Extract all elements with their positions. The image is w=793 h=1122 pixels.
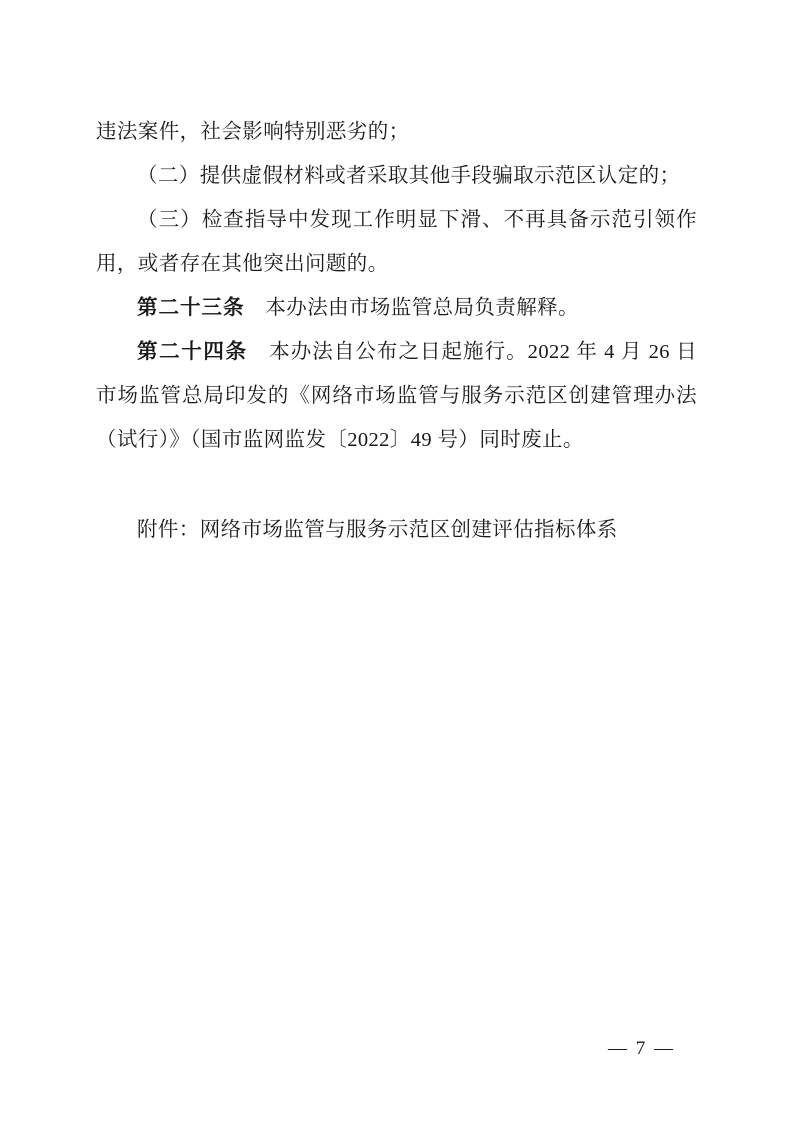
- attachment-line: 附件：网络市场监管与服务示范区创建评估指标体系: [137, 519, 618, 541]
- paragraph-continued: [96, 110, 697, 154]
- article-number-24: 第二十四条: [137, 341, 248, 363]
- paragraph-text: （三）检查指导中发现工作明显下滑、不再具备示范引领作用，或者存在其他突出问题的。: [96, 209, 697, 275]
- paragraph-text: 本办法自公布之日起施行。2022 年 4 月 26 日市场监管总局印发的《网络市场监管与服务示范区创建管理办法（试行）》（国市监网监发〔2022〕49 号）同时废止。: [96, 341, 697, 451]
- paragraph-article-24: [96, 330, 697, 462]
- document-body: [96, 110, 697, 552]
- paragraph-item-3: [96, 198, 697, 286]
- page-footer: [0, 1038, 793, 1060]
- paragraph-item-2: [96, 154, 697, 198]
- attachment-block: [96, 508, 697, 552]
- paragraph-text: （二）提供虚假材料或者采取其他手段骗取示范区认定的；: [137, 165, 681, 187]
- paragraph-article-23: [96, 286, 697, 330]
- page-number: — 7 —: [608, 1038, 675, 1059]
- article-number-23: 第二十三条: [137, 297, 245, 319]
- paragraph-text: 本办法由市场监管总局负责解释。: [244, 297, 579, 319]
- paragraph-text: 违法案件，社会影响特别恶劣的；: [96, 121, 410, 143]
